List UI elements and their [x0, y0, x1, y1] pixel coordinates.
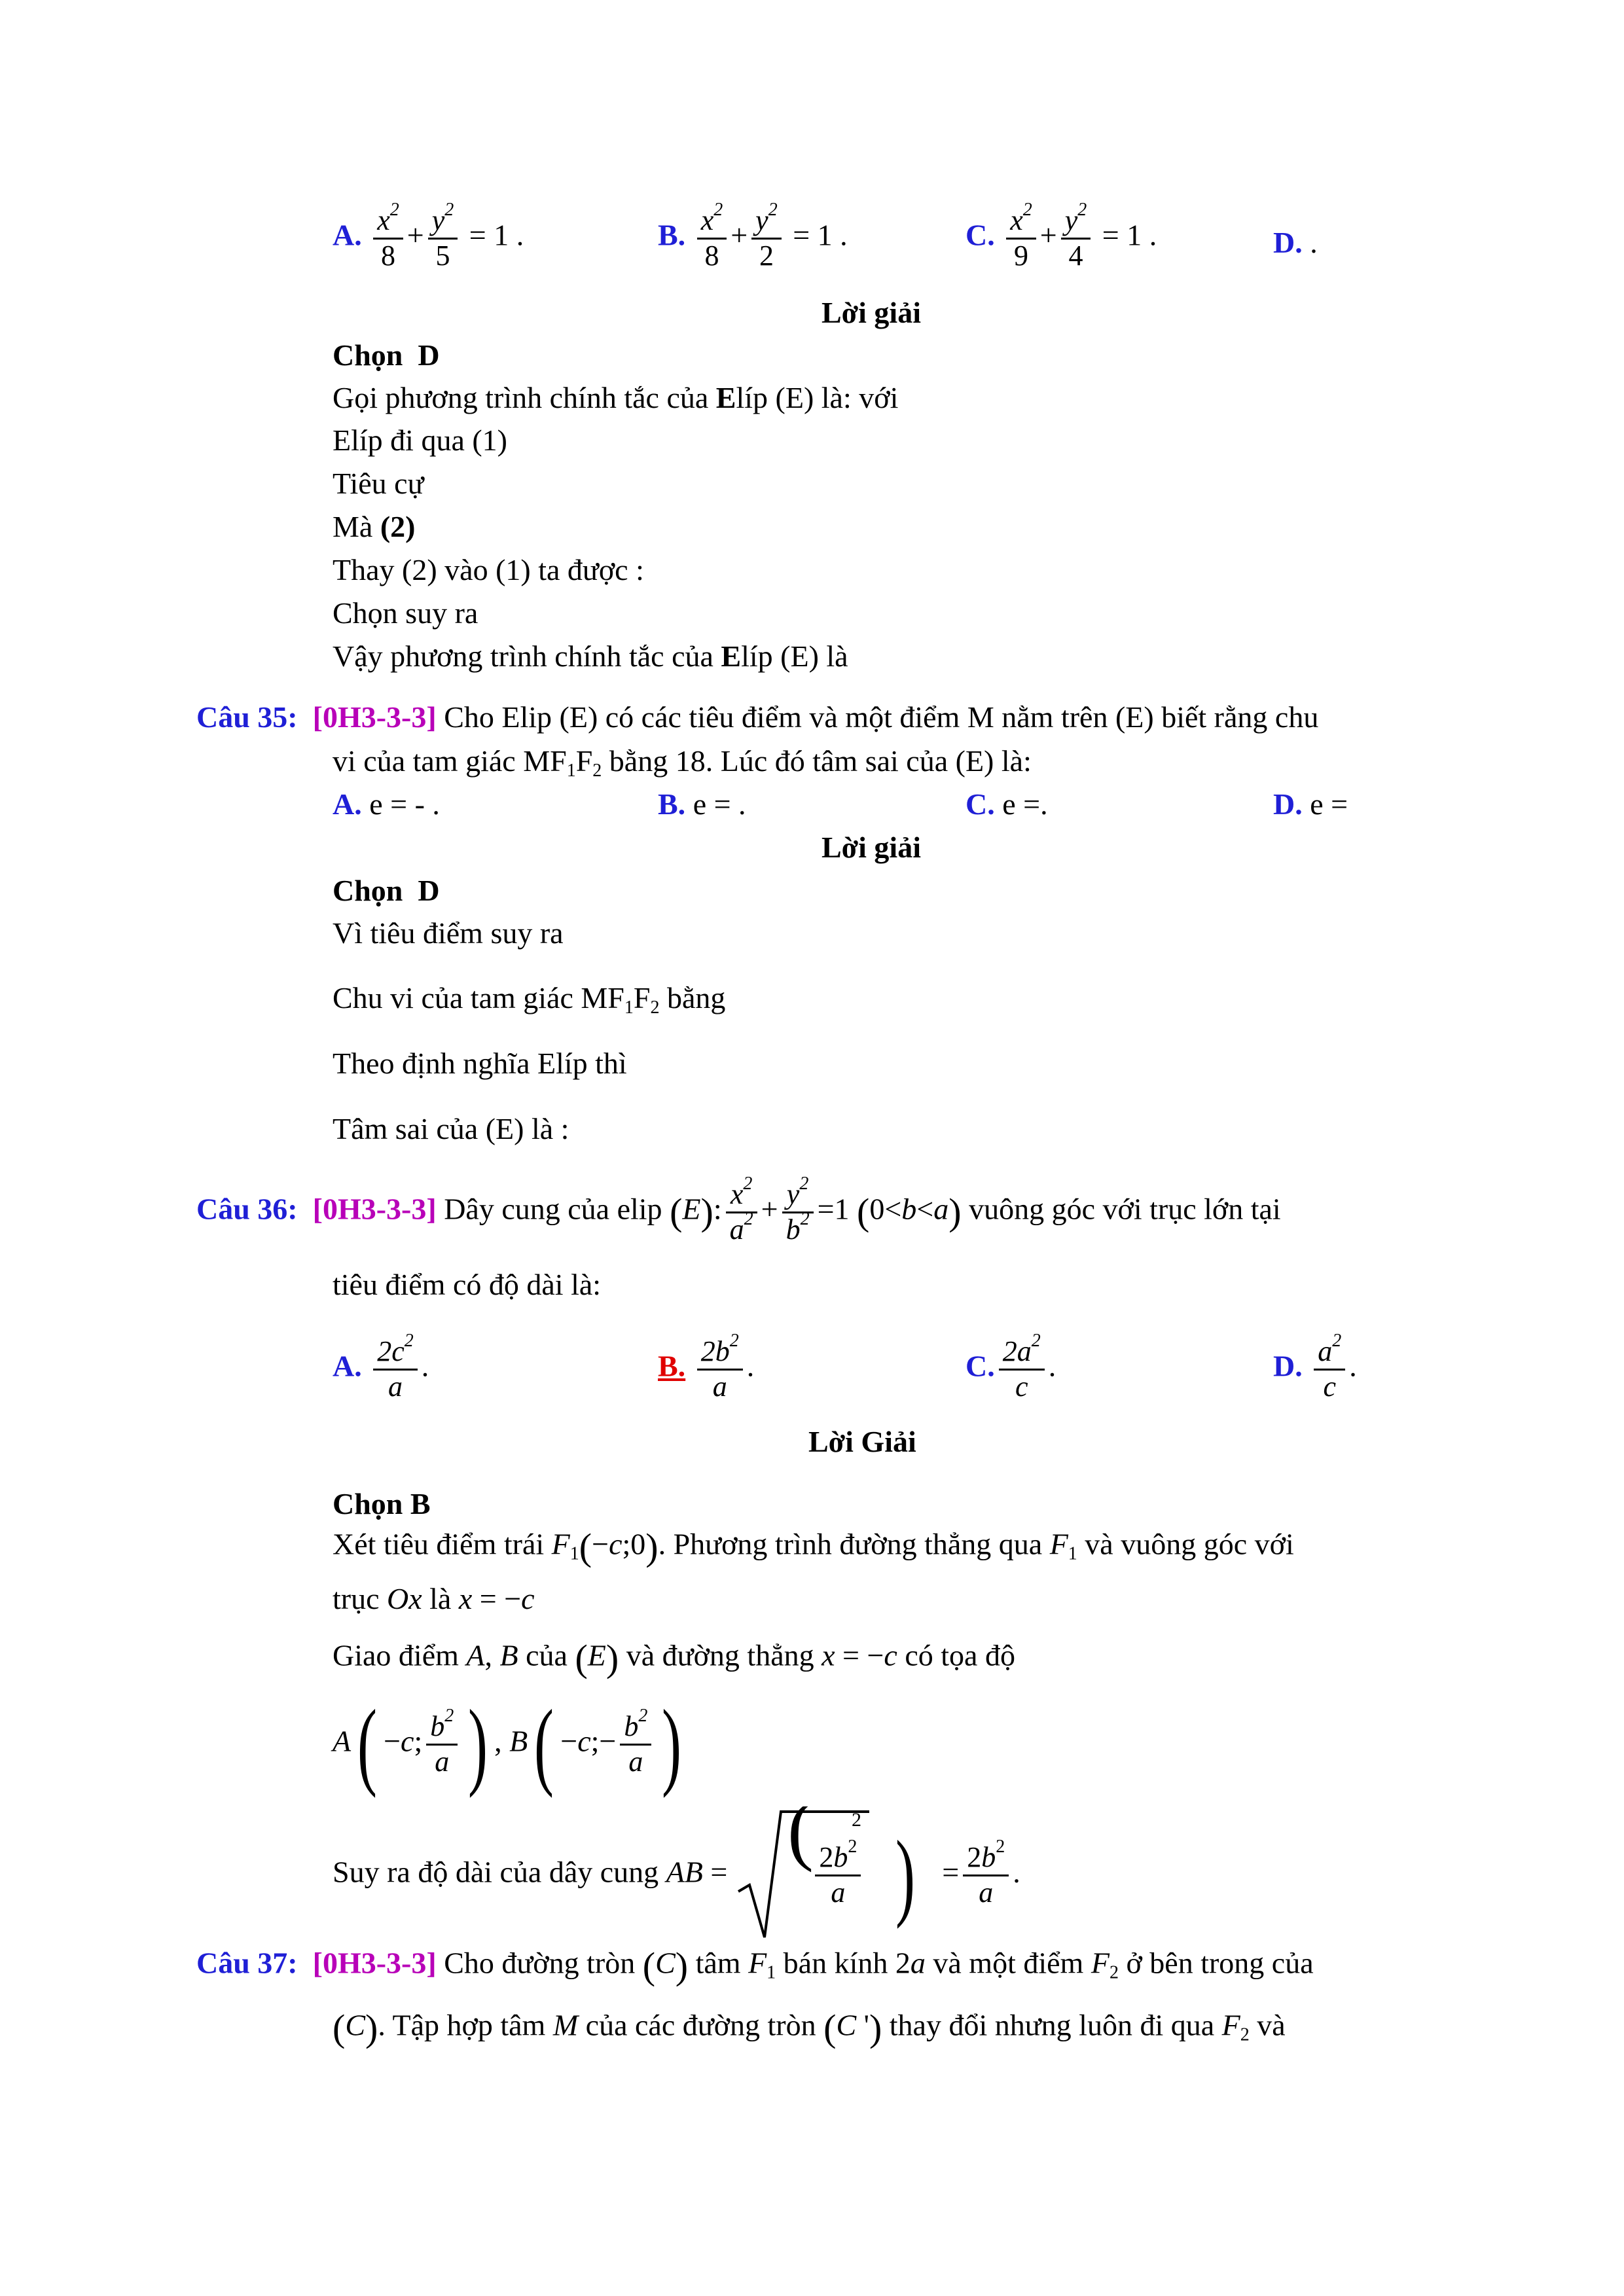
- question-37: Câu 37: [0H3-3-3] Cho đường tròn (C) tâm $F_1$ bán kính 2a và một điểm $F_2$ ở bên trong của: [196, 1945, 1314, 1987]
- option-label: B.: [658, 218, 686, 252]
- chosen-answer: Chọn D: [333, 338, 440, 372]
- svg-text:2: 2: [851, 1809, 861, 1831]
- q34-option-b: B. $\frac{x^2}{8}$ + $\frac{y^2}{2}$ = 1 .: [658, 200, 848, 272]
- solution-line: Vì tiêu điểm suy ra: [333, 916, 564, 950]
- q34-option-c: C. $\frac{x^2}{9}$ + $\frac{y^2}{4}$ = 1 .: [965, 200, 1157, 272]
- question-label: Câu 35:: [196, 700, 298, 734]
- solution-line: trục Ox là x = −c: [333, 1582, 535, 1615]
- question-35: [196, 702, 1318, 732]
- solution-line: Tâm sai của (E) là :: [333, 1112, 569, 1145]
- solution-line: Xét tiêu điểm trái $F_1(-c;0)$. Phương trình đường thẳng qua $F_1$ và vuông góc với: [333, 1526, 1294, 1568]
- solution-line: Chu vi của tam giác $MF_1F_2$ bằng: [333, 981, 726, 1018]
- question-text: (C). Tập hợp tâm M của các đường tròn (C ') thay đổi nhưng luôn đi qua $F_2$ và: [333, 2007, 1286, 2049]
- q35-option-b: B. e = .: [658, 787, 746, 821]
- solution-heading: Lời Giải: [808, 1425, 916, 1458]
- option-label: A.: [333, 218, 362, 252]
- correct-answer-label: B.: [658, 1349, 686, 1383]
- q34-option-a: A. $\frac{x^2}{8}$ + $\frac{y^2}{5}$ = 1 .: [333, 200, 524, 272]
- chosen-answer: Chọn D: [333, 874, 440, 907]
- question-text: tiêu điểm có độ dài là:: [333, 1268, 602, 1301]
- question-tag: [0H3-3-3]: [312, 700, 437, 734]
- solution-heading: Lời giải: [821, 296, 921, 329]
- option-label: D.: [1273, 226, 1303, 259]
- intersection-points: A( −c; $\frac{b^2}{a}$ ) , B( −c;− $\frac{b^2}{a}$ ): [333, 1690, 682, 1799]
- q34-option-d: D. .: [1273, 226, 1318, 259]
- solution-line: Vậy phương trình chính tắc của Elíp (E) là: [333, 639, 848, 673]
- solution-line: Giao điểm A, B của (E) và đường thẳng x = −c có tọa độ: [333, 1637, 1015, 1679]
- solution-line: Suy ra độ dài của dây cung AB = ( 2 $\frac{2b^2}{a}$ ) = $\frac{2b^2}{a}$ .: [333, 1806, 1060, 1944]
- solution-heading: Lời giải: [821, 831, 921, 864]
- question-text: vi của tam giác $MF_1F_2$ bằng 18. Lúc đó tâm sai của (E) là:: [333, 744, 1032, 781]
- svg-text:(: (: [787, 1806, 814, 1873]
- solution-line: Tiêu cự: [333, 467, 424, 500]
- solution-line: Mà (2): [333, 510, 416, 543]
- q35-option-a: A. e = - .: [333, 787, 440, 821]
- q36-option-b: B. $\frac{2b^2}{a}$ .: [658, 1331, 755, 1403]
- question-label: Câu 37:: [196, 1946, 298, 1980]
- solution-line: Gọi phương trình chính tắc của Elíp (E) là: với: [333, 381, 899, 414]
- solution-line: Theo định nghĩa Elíp thì: [333, 1047, 627, 1080]
- q36-option-d: D. $\frac{a^2}{c}$ .: [1273, 1331, 1357, 1403]
- question-tag: [0H3-3-3]: [312, 1192, 437, 1226]
- chosen-answer: Chọn B: [333, 1487, 431, 1520]
- q35-option-d: D. e =: [1273, 787, 1348, 821]
- question-text: Cho Elip (E) có các tiêu điểm và một điểm M nằm trên (E) biết rằng chu: [436, 700, 1319, 734]
- q36-option-a: A. $\frac{2c^2}{a}$ .: [333, 1331, 429, 1403]
- solution-line: Thay (2) vào (1) ta được :: [333, 553, 644, 586]
- solution-line: Elíp đi qua (1): [333, 423, 507, 457]
- q35-option-c: C. e =.: [965, 787, 1048, 821]
- question-tag: [0H3-3-3]: [312, 1946, 437, 1980]
- question-label: Câu 36:: [196, 1192, 298, 1226]
- q36-option-c: C. $\frac{2a^2}{c}$ .: [965, 1331, 1056, 1403]
- question-36: Câu 36: [0H3-3-3] Dây cung của elip (E): $\frac{x^2}{a^2}$ + $\frac{y^2}{b^2}$ =1 (0<b<a) vuông góc với trục lớn tại: [196, 1174, 1281, 1246]
- solution-line: Chọn suy ra: [333, 596, 478, 630]
- option-label: C.: [965, 218, 995, 252]
